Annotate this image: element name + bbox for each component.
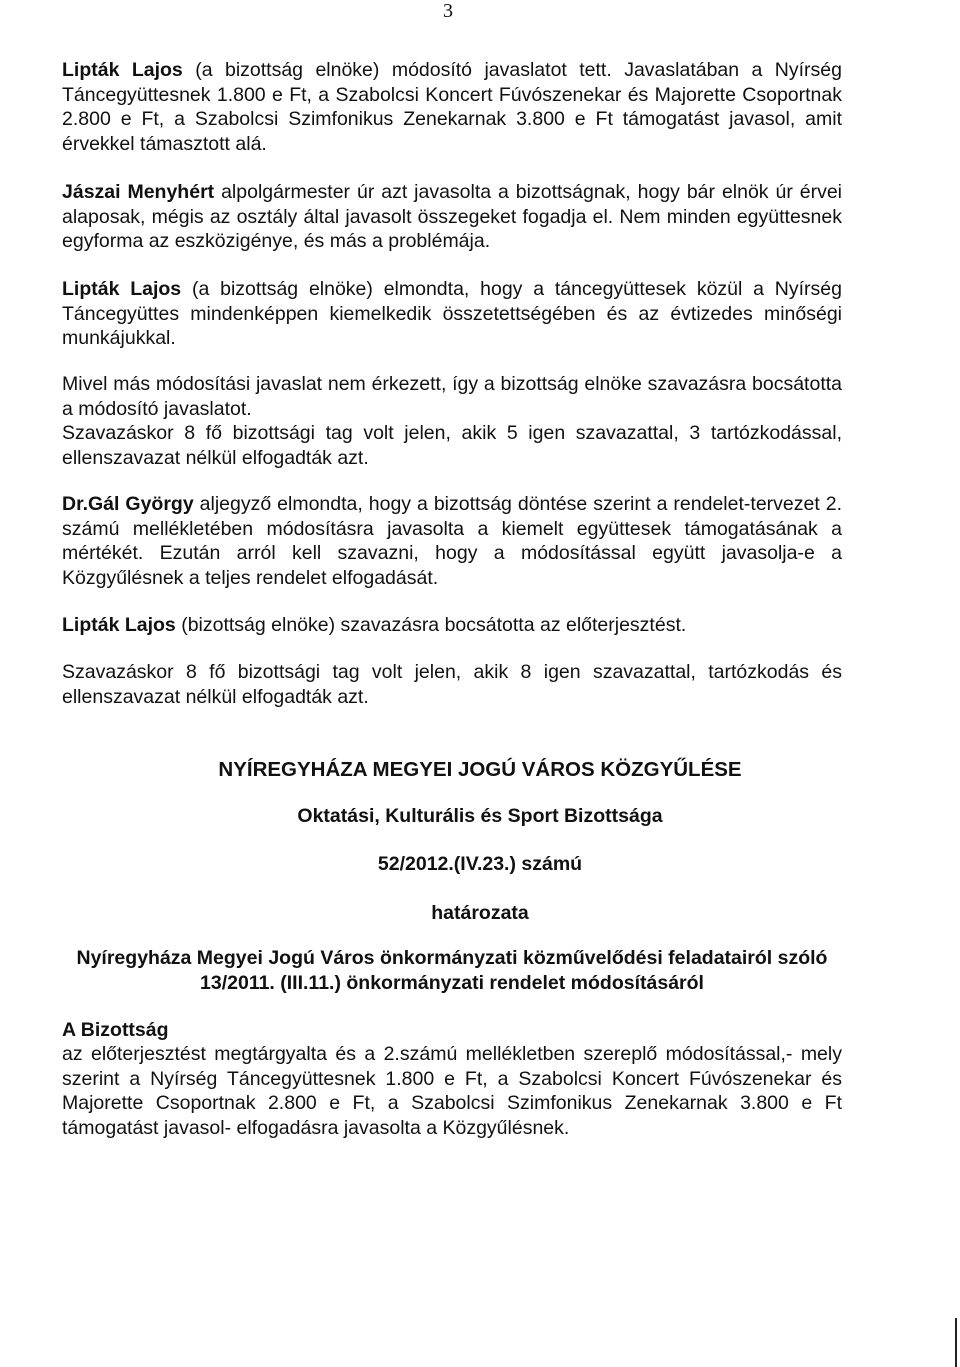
paragraph-text: (a bizottság elnöke) módosító javaslatot tett. Javaslatában a Nyírség Táncegyüttesnek 1.800 e Ft, a Szabolcsi Koncert Fúvószenekar és Majorette Csoportnak 2.800 e Ft, a Szabolcsi Szimfonikus Zenekarnak 3.800 e Ft támogatást javasol, amit érvekkel támasztott alá.	[62, 59, 842, 155]
paragraph-lipták-proposal	[62, 58, 842, 156]
paragraph-text: Mivel más módosítási javaslat nem érkezett, így a bizottság elnöke szavazásra bocsátotta a módosító javaslatot. Szavazáskor 8 fő bizottsági tag volt jelen, akik 5 igen szavazattal, 3 tartózkodással, ellenszavazat nélkül elfogadták azt.	[62, 373, 842, 469]
margin-mark	[955, 1318, 957, 1367]
resolution-subject: Nyíregyháza Megyei Jogú Város önkormányzati közművelődési feladatairól szóló 13/2011. (III.11.) önkormányzati rendelet módosításáról	[76, 947, 828, 994]
paragraph-vote-call-1	[62, 372, 842, 470]
paragraph-gál-statement	[62, 492, 842, 590]
speaker-name: Lipták Lajos	[62, 614, 176, 636]
paragraph-text: alpolgármester úr azt javasolta a bizottságnak, hogy bár elnök úr érvei alaposak, mégis az osztály által javasolt összegeket fogadja el. Nem minden együttesnek egyforma az eszközigénye, és más a problémája.	[62, 181, 842, 252]
paragraph-text: (a bizottság elnöke) elmondta, hogy a táncegyüttesek közül a Nyírség Táncegyüttes mindenképpen kiemelkedik összetettségében és az évtizedes minőségi munkájukkal.	[62, 278, 842, 349]
paragraph-lipták-statement	[62, 277, 842, 351]
paragraph-text: aljegyző elmondta, hogy a bizottság döntése szerint a rendelet-tervezet 2. számú mellékletében módosításra javasolta a kiemelt együttesek támogatásának a mértékét. Ezután arról kell szavazni, hogy a módosítással együtt javasolja-e a Közgyűlésnek a teljes rendelet elfogadását.	[62, 493, 842, 589]
speaker-name: Dr.Gál György	[62, 493, 194, 515]
speaker-name: Jászai Menyhért	[62, 181, 215, 203]
speaker-name: Lipták Lajos	[62, 59, 183, 81]
page-number: 3	[443, 0, 453, 22]
resolution-body: az előterjesztést megtárgyalta és a 2.számú mellékletben szereplő módosítással,- mely szerint a Nyírség Táncegyüttesnek 1.800 e Ft, a Szabolcsi Koncert Fúvószenekar és Majorette Csoportnak 2.800 e Ft, a Szabolcsi Szimfonikus Zenekarnak 3.800 e Ft támogatást javasol- elfogadásra javasolta a Közgyűlésnek.	[62, 1043, 842, 1139]
paragraph-lipták-vote-call	[62, 613, 842, 638]
paragraph-text: (bizottság elnöke) szavazásra bocsátotta az előterjesztést.	[175, 614, 687, 636]
resolution-type: határozata	[431, 902, 529, 924]
committee-heading: Oktatási, Kulturális és Sport Bizottsága	[297, 805, 663, 827]
assembly-heading: NYÍREGYHÁZA MEGYEI JOGÚ VÁROS KÖZGYŰLÉSE	[218, 758, 742, 781]
paragraph-vote-result-2	[62, 660, 842, 709]
resolution-number: 52/2012.(IV.23.) számú	[377, 853, 583, 875]
paragraph-jászai-statement	[62, 180, 842, 254]
speaker-name: Lipták Lajos	[62, 278, 182, 300]
body-heading: A Bizottság	[62, 1019, 169, 1041]
paragraph-text: Szavazáskor 8 fő bizottsági tag volt jelen, akik 8 igen szavazattal, tartózkodás és ellenszavazat nélkül elfogadták azt.	[62, 661, 842, 708]
